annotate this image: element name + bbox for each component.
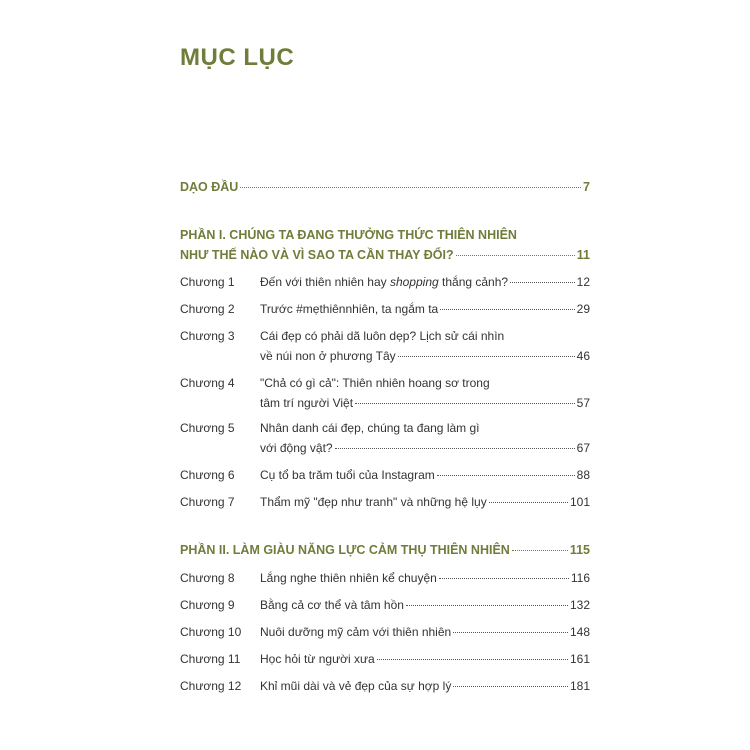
dot-leader <box>240 187 581 188</box>
chapter-page: 181 <box>569 679 590 693</box>
chapter-number: Chương 1 <box>180 275 235 289</box>
chapter-page: 132 <box>569 598 590 612</box>
part1-title-line2: NHƯ THẾ NÀO VÀ VÌ SAO TA CẦN THAY ĐỔI? <box>180 248 454 262</box>
chapter-title-line2: với động vật? <box>260 441 333 455</box>
chapter-number: Chương 4 <box>180 376 235 390</box>
chapter-title: Trước #mẹthiênnhiên, ta ngắm ta <box>260 302 439 316</box>
dot-leader <box>355 403 575 404</box>
chapter-number: Chương 3 <box>180 329 235 343</box>
chapter-page: 148 <box>569 625 590 639</box>
chapter-number: Chương 2 <box>180 302 235 316</box>
chapter-page: 161 <box>569 652 590 666</box>
dot-leader <box>440 309 574 310</box>
chapter-title: Học hỏi từ người xưa <box>260 652 375 666</box>
chapter-title-line1: Nhân danh cái đẹp, chúng ta đang làm gì <box>260 421 480 435</box>
toc-part-2[interactable] <box>180 543 590 557</box>
chapter-number: Chương 11 <box>180 652 241 666</box>
chapter-title: Cụ tổ ba trăm tuổi của Instagram <box>260 468 435 482</box>
dot-leader <box>398 356 575 357</box>
toc-part-1[interactable] <box>180 228 590 262</box>
part1-page: 11 <box>576 248 590 262</box>
dot-leader <box>437 475 575 476</box>
chapter-number: Chương 12 <box>180 679 242 693</box>
toc-intro[interactable] <box>180 180 590 194</box>
chapter-number: Chương 8 <box>180 571 235 585</box>
chapter-page: 101 <box>569 495 590 509</box>
chapter-number: Chương 9 <box>180 598 235 612</box>
chapter-number: Chương 6 <box>180 468 235 482</box>
dot-leader <box>453 632 568 633</box>
chapter-page: 67 <box>576 441 590 455</box>
chapter-page: 116 <box>570 571 590 585</box>
dot-leader <box>510 282 575 283</box>
intro-label: DẠO ĐẦU <box>180 180 239 194</box>
chapter-page: 57 <box>576 396 590 410</box>
dot-leader <box>335 448 575 449</box>
page-title: MỤC LỤC <box>180 44 295 71</box>
chapter-page: 29 <box>576 302 590 316</box>
part1-title-line1: PHẦN I. CHÚNG TA ĐANG THƯỞNG THỨC THIÊN NHIÊN <box>180 228 517 242</box>
chapter-title-line2: tâm trí người Việt <box>260 396 354 410</box>
chapter-title-line1: "Chả có gì cả": Thiên nhiên hoang sơ trong <box>260 376 490 390</box>
dot-leader <box>439 578 569 579</box>
dot-leader <box>512 550 568 551</box>
chapter-title: Khỉ mũi dài và vẻ đẹp của sự hợp lý <box>260 679 452 693</box>
chapter-title: Nuôi dưỡng mỹ cảm với thiên nhiên <box>260 625 452 639</box>
chapter-page: 88 <box>576 468 590 482</box>
chapter-title: Đến với thiên nhiên hay shopping thắng cảnh? <box>260 275 509 289</box>
dot-leader <box>456 255 575 256</box>
chapter-number: Chương 7 <box>180 495 235 509</box>
intro-page: 7 <box>583 180 590 194</box>
chapter-number: Chương 5 <box>180 421 235 435</box>
chapter-page: 46 <box>576 349 590 363</box>
part2-page: 115 <box>569 543 590 557</box>
chapter-title-line2: về núi non ở phương Tây <box>260 349 396 363</box>
chapter-title: Thẩm mỹ "đẹp như tranh" và những hệ lụy <box>260 495 487 509</box>
chapter-title: Bằng cả cơ thể và tâm hồn <box>260 598 404 612</box>
dot-leader <box>406 605 568 606</box>
chapter-title-line1: Cái đẹp có phải dã luôn dẹp? Lịch sử cái nhìn <box>260 329 505 343</box>
dot-leader <box>489 502 568 503</box>
chapter-page: 12 <box>576 275 590 289</box>
chapter-title: Lắng nghe thiên nhiên kể chuyện <box>260 571 437 585</box>
dot-leader <box>377 659 568 660</box>
dot-leader <box>453 686 568 687</box>
part2-title: PHẦN II. LÀM GIÀU NĂNG LỰC CẢM THỤ THIÊN NHIÊN <box>180 543 510 557</box>
chapter-number: Chương 10 <box>180 625 242 639</box>
